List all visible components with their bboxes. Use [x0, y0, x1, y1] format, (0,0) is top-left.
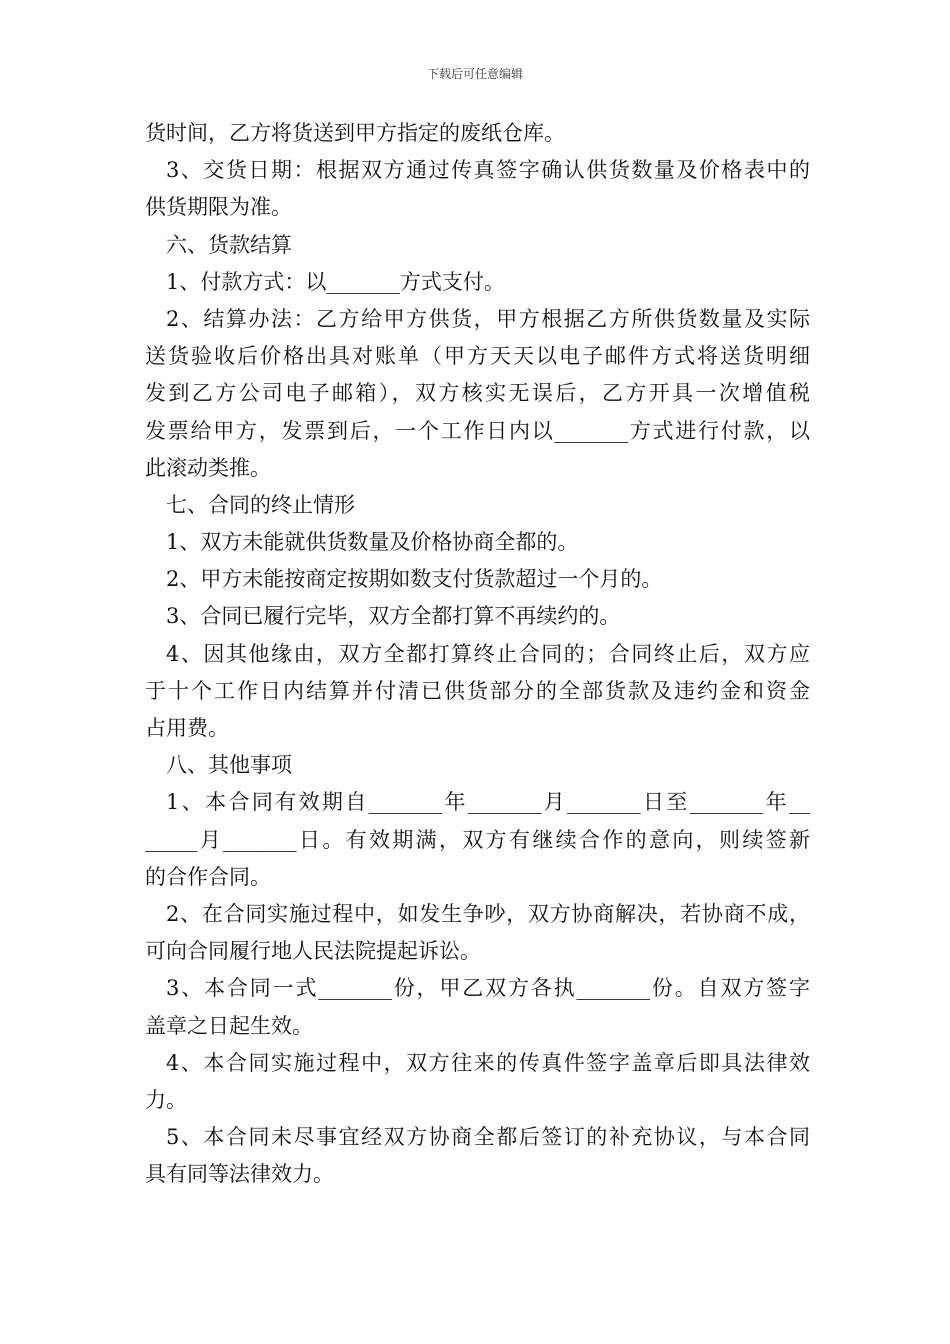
text-line: 供货期限为准。: [145, 195, 292, 220]
text-line: 3、本合同一式_______份，甲乙双方各执_______份。自双方签字: [166, 976, 810, 1001]
section-heading: 六、货款结算: [166, 232, 292, 257]
text-line: 1、双方未能就供货数量及价格协商全都的。: [166, 530, 579, 555]
section-heading: 七、合同的终止情形: [166, 492, 355, 517]
text-line: 此滚动类推。: [145, 455, 271, 480]
text-line: 盖章之日起生效。: [145, 1013, 313, 1038]
text-line: 货时间，乙方将货送到甲方指定的废纸仓库。: [145, 121, 565, 145]
text-line: 3、交货日期：根据双方通过传真签字确认供货数量及价格表中的: [166, 158, 810, 183]
text-line: 占用费。: [145, 716, 229, 740]
text-line: 2、甲方未能按商定按期如数支付货款超过一个月的。: [166, 567, 663, 592]
page-header: 下载后可任意编辑: [426, 67, 523, 81]
text-line: 4、本合同实施过程中，双方往来的传真件签字盖章后即具法律效: [166, 1050, 810, 1075]
text-line: 5、本合同未尽事宜经双方协商全都后签订的补充协议，与本合同: [166, 1125, 810, 1150]
text-line: 1、本合同有效期自_______年_______月_______日至_______年__: [166, 790, 810, 815]
text-line: 的合作合同。: [145, 864, 271, 889]
text-line: 于十个工作日内结算并付清已供货部分的全部货款及违约金和资金: [145, 678, 810, 703]
section-heading: 八、其他事项: [166, 753, 292, 778]
text-line: 2、结算办法：乙方给甲方供货，甲方根据乙方所供货数量及实际: [166, 306, 810, 331]
document-body: [145, 115, 810, 1193]
text-line: 送货验收后价格出具对账单（甲方天天以电子邮件方式将送货明细: [145, 344, 810, 369]
text-line: 2、在合同实施过程中，如发生争吵，双方协商解决，若协商不成，: [166, 901, 810, 926]
text-line: 1、付款方式：以_______方式支付。: [166, 269, 505, 294]
text-line: 3、合同已履行完毕，双方全都打算不再续约的。: [166, 604, 621, 629]
text-line: 具有同等法律效力。: [145, 1162, 334, 1187]
text-line: 力。: [145, 1087, 187, 1112]
text-line: 发到乙方公司电子邮箱），双方核实无误后，乙方开具一次增值税: [145, 381, 810, 406]
text-line: 可向合同履行地人民法院提起诉讼。: [145, 939, 481, 964]
text-line: _____月_______日。有效期满，双方有继续合作的意向，则续签新: [145, 827, 810, 852]
text-line: 4、因其他缘由，双方全都打算终止合同的；合同终止后，双方应: [166, 641, 810, 666]
text-line: 发票给甲方，发票到后，一个工作日内以_______方式进行付款，以: [145, 418, 810, 443]
